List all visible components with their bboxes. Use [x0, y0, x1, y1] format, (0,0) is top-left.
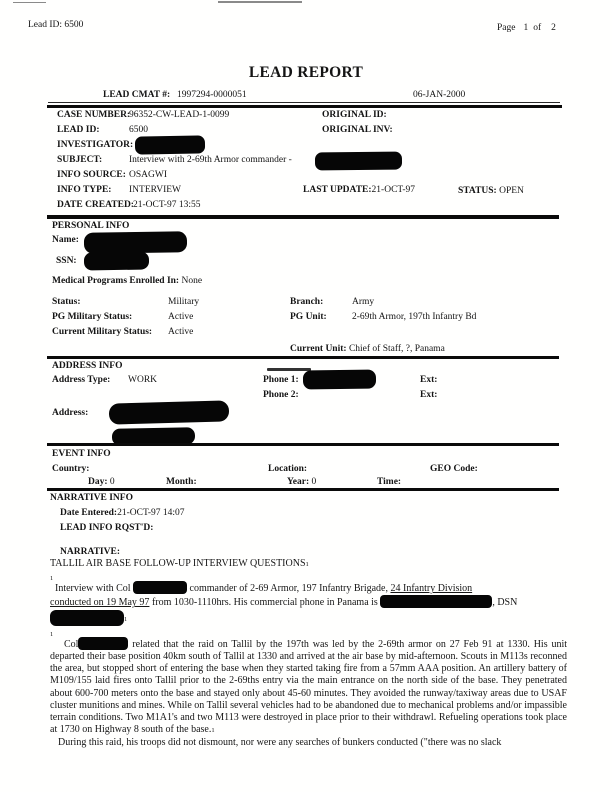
- pg-mil-value: Active: [168, 312, 194, 322]
- year-value: 0: [311, 477, 317, 487]
- branch-label: Branch:: [290, 297, 324, 307]
- branch-row: [290, 297, 374, 307]
- narrative-body: [50, 558, 567, 750]
- date-created-value: 21-OCT-97 13:55: [133, 200, 201, 210]
- address-type-label: Address Type:: [52, 375, 111, 385]
- p1-underlined-text: conducted on 19 May 97: [50, 597, 150, 609]
- subject-value: Interview with 2-69th Armor commander -: [129, 155, 292, 165]
- personal-info-title: PERSONAL INFO: [52, 221, 130, 231]
- date-created-row: [57, 200, 200, 210]
- section-divider: [47, 215, 559, 219]
- ext2-label: Ext:: [420, 390, 438, 400]
- geo-code-label: GEO Code:: [430, 464, 478, 474]
- p1-text: commander of 2-69 Armor, 197 Infantry Brigade,: [187, 583, 391, 595]
- section-divider: [47, 356, 559, 359]
- pg-mil-label: PG Military Status:: [52, 312, 133, 322]
- info-source-label: INFO SOURCE:: [57, 170, 126, 180]
- p1-text: from 1030-1110hrs. His commercial phone in Panama is: [149, 597, 381, 609]
- narrative-info-title: NARRATIVE INFO: [50, 493, 133, 503]
- info-source-value: OSAGWI: [129, 170, 167, 180]
- pg-military-row: [52, 312, 193, 322]
- p1-text: Interview with Col: [55, 583, 131, 595]
- footnote-mark-line: [50, 628, 567, 637]
- narrative-paragraph-2: [50, 637, 567, 738]
- status-label: STATUS:: [458, 186, 497, 196]
- last-update-row: [303, 185, 415, 195]
- header-rule-thick: [47, 105, 562, 108]
- medical-value: None: [181, 276, 203, 286]
- footnote-mark: 1: [305, 561, 309, 568]
- lead-id-value: 6500: [129, 125, 148, 135]
- lead-info-rqstd-label: LEAD INFO RQST'D:: [60, 523, 154, 533]
- personal-status-value: Military: [168, 297, 200, 307]
- redaction-bar-name: [84, 231, 187, 253]
- lead-id-label: LEAD ID:: [57, 125, 100, 135]
- time-label: Time:: [377, 477, 402, 487]
- cmat-date: 06-JAN-2000: [413, 90, 466, 100]
- info-type-row: [57, 185, 181, 195]
- p2-text: Col: [64, 638, 79, 650]
- last-update-label: LAST UPDATE:: [303, 185, 372, 195]
- page-label: Page: [497, 23, 516, 33]
- section-divider: [47, 488, 559, 491]
- case-number-row: [57, 110, 229, 120]
- footnote-mark: 1: [211, 727, 215, 735]
- address-type-row: [52, 375, 157, 385]
- page-indicator: [497, 23, 556, 33]
- phone1-label: Phone 1:: [263, 375, 299, 385]
- scan-artifact-line: [218, 1, 302, 3]
- day-value: 0: [109, 477, 115, 487]
- status-row-personal: [52, 297, 199, 307]
- date-entered-value: 21-OCT-97 14:07: [117, 508, 185, 518]
- p1-text: , DSN: [492, 597, 518, 609]
- redaction-bar-colonel-name-2: [78, 637, 128, 650]
- location-label: Location:: [268, 464, 308, 474]
- current-unit-row: [290, 344, 445, 354]
- month-label: Month:: [166, 477, 197, 487]
- page-number: 1: [523, 23, 529, 33]
- cur-unit-label: Current Unit:: [290, 344, 347, 354]
- status-value: OPEN: [499, 186, 524, 196]
- date-entered-row: [60, 508, 185, 518]
- redaction-bar-phone-narrative: [380, 595, 492, 608]
- cur-unit-value: Chief of Staff, ?, Panama: [348, 344, 445, 354]
- investigator-label: INVESTIGATOR:: [57, 140, 134, 150]
- narrative-heading: [50, 558, 567, 571]
- date-entered-label: Date Entered:: [60, 508, 118, 518]
- phone2-label: Phone 2:: [263, 390, 299, 400]
- footnote-mark: 1: [50, 575, 54, 583]
- date-created-label: DATE CREATED:: [57, 200, 134, 210]
- redaction-bar-address-1: [109, 400, 230, 424]
- redaction-bar-phone1: [303, 370, 376, 390]
- redaction-bar-colonel-name: [133, 581, 187, 594]
- redaction-bar-investigator: [135, 135, 205, 154]
- cur-mil-label: Current Military Status:: [52, 327, 153, 337]
- footnote-mark: 1: [124, 615, 128, 623]
- scan-artifact-line: [13, 2, 46, 3]
- personal-status-label: Status:: [52, 297, 81, 307]
- narrative-paragraph-1: [50, 581, 567, 626]
- pg-unit-label: PG Unit:: [290, 312, 327, 322]
- case-number-label: CASE NUMBER:: [57, 110, 131, 120]
- day-label: Day:: [88, 477, 108, 487]
- last-update-value: 21-OCT-97: [371, 185, 416, 195]
- year-label: Year:: [287, 477, 310, 487]
- footnote-mark: 1: [50, 630, 54, 638]
- pg-unit-row: [290, 312, 476, 322]
- info-type-label: INFO TYPE:: [57, 185, 112, 195]
- medical-label: Medical Programs Enrolled In:: [52, 276, 180, 286]
- narrative-paragraph-3: [50, 737, 567, 749]
- name-label: Name:: [52, 235, 79, 245]
- address-label: Address:: [52, 408, 89, 418]
- footnote-mark-line: [50, 572, 567, 581]
- branch-value: Army: [352, 297, 375, 307]
- address-type-value: WORK: [128, 375, 158, 385]
- header-rule-thin: [48, 102, 560, 103]
- address-info-title: ADDRESS INFO: [52, 361, 123, 371]
- original-inv-label: ORIGINAL INV:: [322, 125, 393, 135]
- p1-underlined-text: 24 Infantry Division: [390, 583, 473, 595]
- year-row: [287, 477, 316, 487]
- redaction-bar-ssn: [84, 251, 149, 270]
- narrative-heading-text: TALLIL AIR BASE FOLLOW-UP INTERVIEW QUESTIONS: [50, 558, 306, 569]
- ssn-label: SSN:: [56, 256, 77, 266]
- cmat-value: 1997294-0000051: [177, 90, 247, 100]
- redaction-bar-dsn: [50, 610, 124, 626]
- scan-artifact-smudge: [267, 368, 311, 371]
- section-divider: [47, 443, 559, 446]
- case-number-value: 96352-CW-LEAD-1-0099: [129, 110, 230, 120]
- report-title: LEAD REPORT: [248, 64, 364, 81]
- status-row: [458, 186, 524, 196]
- cur-mil-value: Active: [168, 327, 194, 337]
- original-id-label: ORIGINAL ID:: [322, 110, 387, 120]
- narrative-label: NARRATIVE:: [60, 547, 120, 557]
- p2-text: related that the raid on Tallil by the 197th was led by the 2-69th armor on 27 Feb 91 at 1330. His unit departed their base position 40km south of Tallil at 1330 and arrived at the air base by mid-afternoon. Scouts in M113s reconned the area, but stopped short of entering the base when they started taking fire from a 57mm AAA position. An artillery battery of M109/155 laid fires onto Tallil prior to the 2-69ths entry via the main entrance on the north side of the base. They penetrated about 600-700 meters onto the base and stayed only about 45-60 minutes. They avoided the runway/taxiway areas due to USAF cluster munitions and mines. While on Tallil several vehicles had to be abandoned due to mechanical problems and/or impassible terrain conditions. Two M1A1's and two M113 were destroyed in place prior to their withdrawl. Refueling operations took place at 1730 on Highway 8 south of the base.: [50, 638, 567, 736]
- page-total: 2: [551, 23, 556, 33]
- subject-row: [57, 155, 292, 165]
- pg-unit-value: 2-69th Armor, 197th Infantry Bd: [352, 312, 477, 322]
- info-type-value: INTERVIEW: [129, 185, 181, 195]
- medical-row: [52, 276, 202, 286]
- day-row: [88, 477, 115, 487]
- of-label: of: [533, 23, 542, 33]
- lead-id-row: [57, 125, 148, 135]
- current-military-row: [52, 327, 193, 337]
- info-source-row: [57, 170, 167, 180]
- lead-id-header: Lead ID: 6500: [28, 20, 84, 30]
- ext1-label: Ext:: [420, 375, 438, 385]
- event-info-title: EVENT INFO: [52, 449, 111, 459]
- country-label: Country:: [52, 464, 90, 474]
- redaction-bar-subject: [315, 152, 402, 171]
- subject-label: SUBJECT:: [57, 155, 103, 165]
- cmat-label: LEAD CMAT #:: [103, 90, 171, 100]
- p3-text: During this raid, his troops did not dismount, nor were any searches of bunkers conducted ("there was no slack: [58, 737, 502, 749]
